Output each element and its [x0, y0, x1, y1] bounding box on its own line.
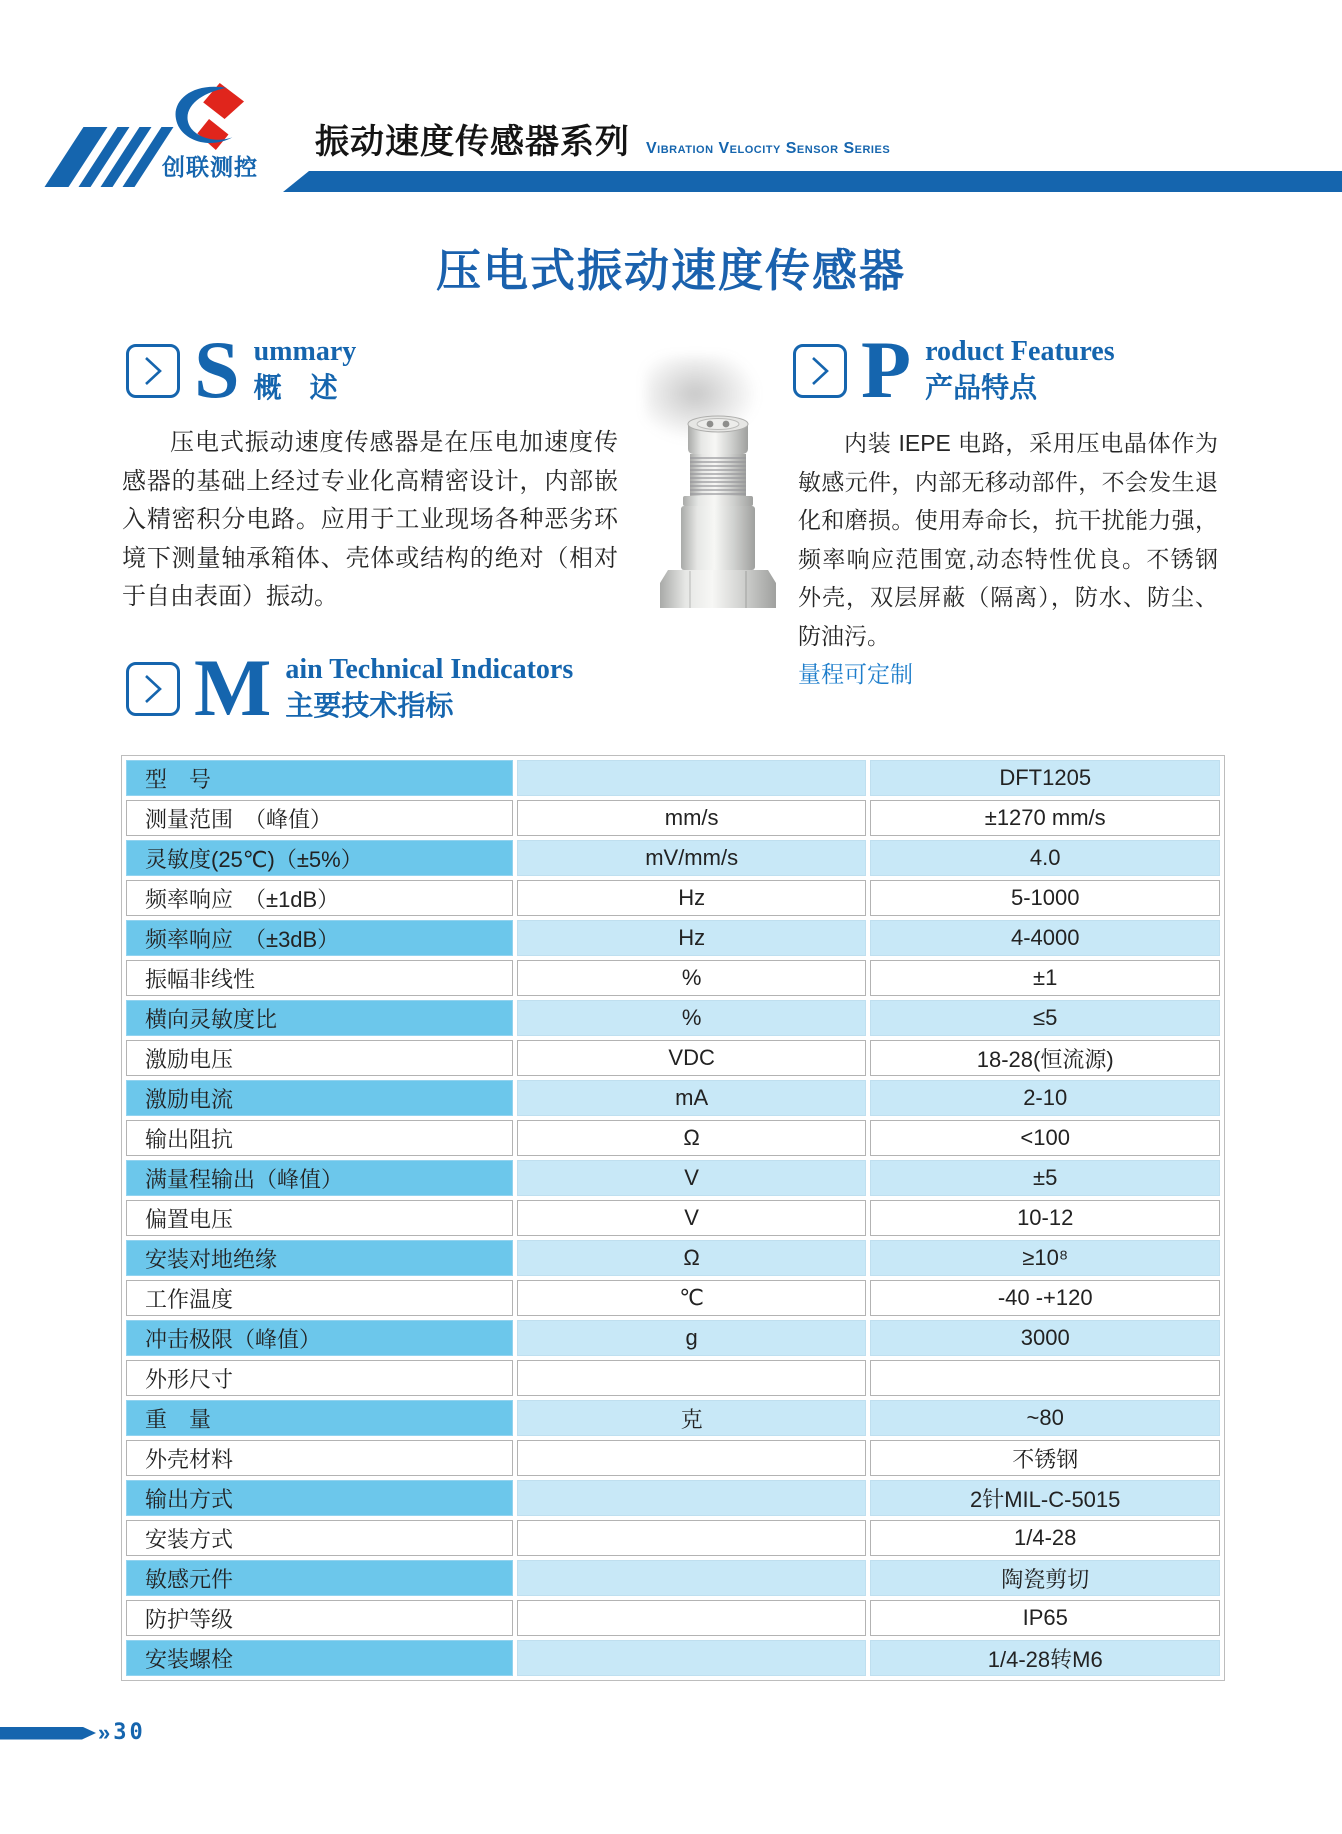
indicators-title-cn: 主要技术指标	[285, 690, 454, 721]
table-row	[126, 800, 1220, 836]
table-row	[126, 1320, 1220, 1356]
table-row	[126, 880, 1220, 916]
spec-value-cell: ~80	[870, 1400, 1220, 1436]
spec-unit-cell	[517, 760, 867, 796]
chevron-right-icon	[141, 355, 165, 387]
spec-unit-cell	[517, 1440, 867, 1476]
header-diagonal-stripes	[64, 127, 154, 187]
chevron-right-icon	[141, 673, 165, 705]
spec-value-cell: ±1270 mm/s	[870, 800, 1220, 836]
features-highlight-text: 量程可定制	[798, 661, 913, 687]
spec-name-cell: 敏感元件	[126, 1560, 513, 1596]
table-row	[126, 1440, 1220, 1476]
table-row	[126, 920, 1220, 956]
spec-name-cell: 测量范围 （峰值）	[126, 800, 513, 836]
spec-value-cell: 5-1000	[870, 880, 1220, 916]
spec-value-cell: ±5	[870, 1160, 1220, 1196]
chevron-box	[793, 344, 847, 398]
summary-section-header	[126, 324, 357, 415]
spec-unit-cell: %	[517, 1000, 867, 1036]
spec-table-container	[121, 755, 1225, 1681]
table-row	[126, 1240, 1220, 1276]
spec-unit-cell: Ω	[517, 1120, 867, 1156]
spec-value-cell: ±1	[870, 960, 1220, 996]
spec-value-cell: 4-4000	[870, 920, 1220, 956]
spec-unit-cell: mA	[517, 1080, 867, 1116]
spec-unit-cell: g	[517, 1320, 867, 1356]
spec-name-cell: 防护等级	[126, 1600, 513, 1636]
series-title-en: Vibration Velocity Sensor Series	[646, 140, 891, 157]
spec-unit-cell: VDC	[517, 1040, 867, 1076]
spec-value-cell: 10-12	[870, 1200, 1220, 1236]
spec-unit-cell: %	[517, 960, 867, 996]
spec-unit-cell	[517, 1520, 867, 1556]
chevron-box	[126, 662, 180, 716]
features-title-en: roduct Features	[925, 336, 1115, 367]
spec-name-cell: 满量程输出（峰值）	[126, 1160, 513, 1196]
chevron-right-icon	[808, 355, 832, 387]
indicators-section-header	[126, 642, 574, 733]
spec-unit-cell: Ω	[517, 1240, 867, 1276]
spec-unit-cell: mm/s	[517, 800, 867, 836]
spec-value-cell	[870, 1360, 1220, 1396]
table-row	[126, 1400, 1220, 1436]
table-row	[126, 960, 1220, 996]
series-title-cn: 振动速度传感器系列	[315, 123, 630, 161]
spec-name-cell: 横向灵敏度比	[126, 1000, 513, 1036]
table-row	[126, 1280, 1220, 1316]
spec-name-cell: 激励电流	[126, 1080, 513, 1116]
table-row	[126, 1360, 1220, 1396]
spec-unit-cell	[517, 1360, 867, 1396]
spec-value-cell: IP65	[870, 1600, 1220, 1636]
spec-name-cell: 安装方式	[126, 1520, 513, 1556]
spec-name-cell: 频率响应 （±3dB）	[126, 920, 513, 956]
spec-value-cell: ≥10⁸	[870, 1240, 1220, 1276]
spec-unit-cell: Hz	[517, 880, 867, 916]
spec-name-cell: 安装对地绝缘	[126, 1240, 513, 1276]
spec-value-cell: -40 -+120	[870, 1280, 1220, 1316]
spec-unit-cell: Hz	[517, 920, 867, 956]
spec-table-body	[126, 760, 1220, 1676]
spec-value-cell: <100	[870, 1120, 1220, 1156]
table-row	[126, 1520, 1220, 1556]
spec-value-cell: 2针MIL-C-5015	[870, 1480, 1220, 1516]
spec-unit-cell	[517, 1600, 867, 1636]
spec-value-cell: 1/4-28	[870, 1520, 1220, 1556]
spec-name-cell: 频率响应 （±1dB）	[126, 880, 513, 916]
table-row	[126, 1480, 1220, 1516]
footer-page-indicator	[0, 1722, 146, 1744]
spec-unit-cell: ℃	[517, 1280, 867, 1316]
summary-title-cn: 概 述	[253, 372, 338, 403]
page-number: 30	[113, 1720, 146, 1745]
spec-unit-cell: mV/mm/s	[517, 840, 867, 876]
summary-drop-cap: S	[194, 324, 240, 415]
spec-value-cell: 1/4-28转M6	[870, 1640, 1220, 1676]
spec-unit-cell	[517, 1560, 867, 1596]
table-row	[126, 1640, 1220, 1676]
spec-name-cell: 外壳材料	[126, 1440, 513, 1476]
spec-name-cell: 振幅非线性	[126, 960, 513, 996]
spec-name-cell: 灵敏度(25℃)（±5%）	[126, 840, 513, 876]
spec-unit-cell	[517, 1480, 867, 1516]
summary-title-en: ummary	[253, 336, 357, 367]
features-section-header	[793, 324, 1115, 415]
spec-value-cell: DFT1205	[870, 760, 1220, 796]
indicators-title-en: ain Technical Indicators	[285, 654, 574, 685]
summary-paragraph	[122, 424, 618, 617]
spec-name-cell: 冲击极限（峰值）	[126, 1320, 513, 1356]
company-logo-icon	[166, 82, 254, 152]
table-row	[126, 1000, 1220, 1036]
spec-value-cell: 4.0	[870, 840, 1220, 876]
spec-name-cell: 输出阻抗	[126, 1120, 513, 1156]
features-body-text: 内装 IEPE 电路，采用压电晶体作为敏感元件，内部无移动部件，不会发生退化和磨损。使用寿命长，抗干扰能力强，频率响应范围宽,动态特性优良。不锈钢外壳，双层屏蔽（隔离），防水、防尘、防油污。	[798, 430, 1218, 649]
spec-unit-cell: V	[517, 1160, 867, 1196]
spec-unit-cell	[517, 1640, 867, 1676]
features-drop-cap: P	[861, 324, 912, 415]
spec-name-cell: 重 量	[126, 1400, 513, 1436]
indicators-drop-cap: M	[194, 642, 272, 733]
spec-unit-cell: V	[517, 1200, 867, 1236]
footer-arrow-bar	[0, 1727, 96, 1740]
header-blue-bar	[283, 171, 1342, 192]
spec-name-cell: 激励电压	[126, 1040, 513, 1076]
spec-name-cell: 输出方式	[126, 1480, 513, 1516]
sensor-product-image	[640, 410, 795, 615]
table-row	[126, 760, 1220, 796]
spec-table	[122, 756, 1224, 1680]
features-title-cn: 产品特点	[925, 372, 1038, 403]
spec-name-cell: 安装螺栓	[126, 1640, 513, 1676]
spec-name-cell: 工作温度	[126, 1280, 513, 1316]
summary-body-text: 压电式振动速度传感器是在压电加速度传感器的基础上经过专业化高精密设计，内部嵌入精密积分电路。应用于工业现场各种恶劣环境下测量轴承箱体、壳体或结构的绝对（相对于自由表面）振动。	[122, 429, 618, 610]
table-row	[126, 840, 1220, 876]
spec-value-cell: 陶瓷剪切	[870, 1560, 1220, 1596]
chevron-box	[126, 344, 180, 398]
table-row	[126, 1160, 1220, 1196]
company-logo-text: 创联测控	[162, 154, 258, 180]
spec-value-cell: ≤5	[870, 1000, 1220, 1036]
table-row	[126, 1080, 1220, 1116]
table-row	[126, 1560, 1220, 1596]
spec-unit-cell: 克	[517, 1400, 867, 1436]
table-row	[126, 1040, 1220, 1076]
spec-name-cell: 偏置电压	[126, 1200, 513, 1236]
table-row	[126, 1120, 1220, 1156]
table-row	[126, 1600, 1220, 1636]
spec-value-cell: 18-28(恒流源)	[870, 1040, 1220, 1076]
double-chevron-icon: »	[98, 1720, 111, 1745]
series-title	[315, 114, 890, 163]
page-title: 压电式振动速度传感器	[435, 245, 906, 296]
table-row	[126, 1200, 1220, 1236]
spec-name-cell: 型 号	[126, 760, 513, 796]
spec-value-cell: 2-10	[870, 1080, 1220, 1116]
spec-name-cell: 外形尺寸	[126, 1360, 513, 1396]
spec-value-cell: 不锈钢	[870, 1440, 1220, 1476]
spec-value-cell: 3000	[870, 1320, 1220, 1356]
features-paragraph	[798, 424, 1218, 694]
